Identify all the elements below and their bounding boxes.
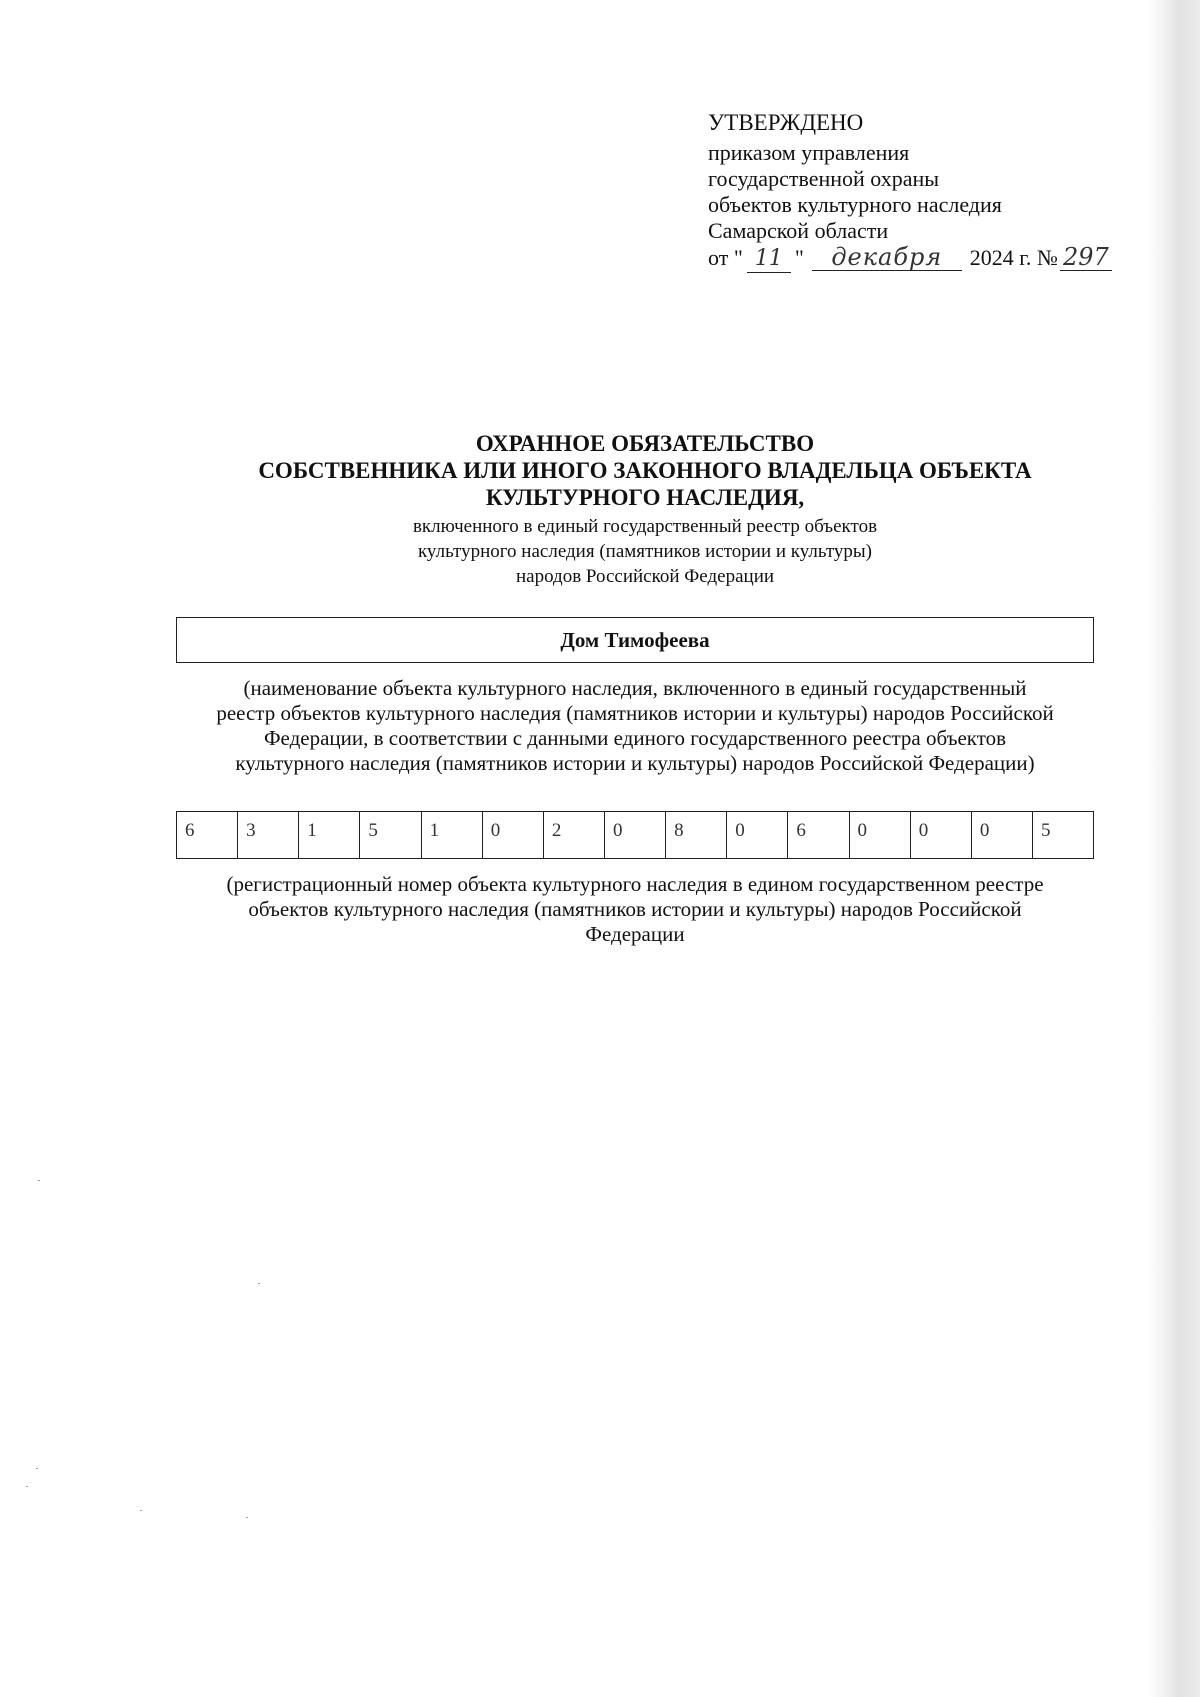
reg-digit-cell	[299, 812, 360, 858]
reg-digit-cell	[666, 812, 727, 858]
title-line: ОХРАННОЕ ОБЯЗАТЕЛЬСТВО	[475, 431, 815, 456]
reg-digit: 1	[429, 820, 440, 841]
scan-speck	[246, 1517, 248, 1518]
title-line: КУЛЬТУРНОГО НАСЛЕДИЯ,	[485, 485, 805, 510]
reg-digit-cell	[911, 812, 972, 858]
subtitle-line: включенного в единый государственный реестр объектов	[412, 516, 878, 537]
document-title	[160, 430, 1130, 511]
registration-number-grid	[176, 811, 1094, 859]
reg-digit-cell	[972, 812, 1033, 858]
reg-digit-cell	[605, 812, 666, 858]
approval-line: Самарской области	[708, 218, 889, 243]
scan-edge-shadow	[1148, 0, 1200, 1697]
object-name: Дом Тимофеева	[560, 627, 710, 652]
reg-digit: 3	[246, 820, 256, 841]
subtitle-line: культурного наследия (памятников истории и культуры)	[417, 541, 873, 562]
scan-speck	[140, 1510, 142, 1511]
caption-line: Федерации, в соответствии с данными единого государственного реестра объектов	[263, 726, 1007, 750]
reg-digit-cell	[788, 812, 849, 858]
reg-digit: 1	[307, 820, 317, 841]
reg-digit: 8	[674, 820, 684, 841]
reg-digit: 6	[185, 820, 195, 841]
reg-digit: 0	[612, 820, 623, 841]
date-quote: "	[794, 245, 804, 270]
scan-speck	[38, 1180, 40, 1181]
reg-digit: 0	[918, 820, 929, 841]
scan-speck	[258, 1283, 260, 1284]
caption-line: реестр объектов культурного наследия (памятников истории и культуры) народов Российской	[216, 701, 1054, 725]
reg-digit: 0	[735, 820, 745, 841]
caption-line: объектов культурного наследия (памятников истории и культуры) народов Российской	[248, 897, 1022, 921]
title-line: СОБСТВЕННИКА ИЛИ ИНОГО ЗАКОННОГО ВЛАДЕЛЬЦА ОБЪЕКТА	[258, 458, 1032, 483]
registration-caption	[170, 872, 1100, 947]
reg-digit-cell	[850, 812, 911, 858]
handwritten-day: 11	[747, 246, 791, 273]
date-prefix: от "	[708, 245, 743, 270]
date-year: 2024 г. №	[969, 245, 1058, 270]
handwritten-month: декабря	[812, 244, 962, 271]
caption-line: (регистрационный номер объекта культурного наследия в едином государственном реестре	[226, 872, 1044, 896]
approval-line: приказом управления	[708, 140, 910, 165]
document-subtitle	[160, 514, 1130, 589]
approval-block	[708, 110, 1112, 273]
reg-digit: 5	[1040, 820, 1051, 841]
approval-line: объектов культурного наследия	[708, 192, 1002, 217]
reg-digit: 0	[857, 820, 868, 841]
handwritten-order-number: 297	[1060, 244, 1112, 271]
scan-speck	[26, 1486, 28, 1487]
reg-digit: 2	[551, 820, 562, 841]
reg-digit-cell	[544, 812, 605, 858]
reg-digit-cell	[727, 812, 788, 858]
reg-digit-cell	[177, 812, 238, 858]
reg-digit-cell	[483, 812, 544, 858]
reg-digit-cell	[422, 812, 483, 858]
reg-digit: 6	[796, 820, 806, 841]
object-name-box	[176, 617, 1094, 663]
scan-speck	[36, 1468, 38, 1469]
caption-line: культурного наследия (памятников истории и культуры) народов Российской Федерации)	[235, 751, 1035, 775]
approval-line: государственной охраны	[708, 166, 940, 191]
approval-date-line	[708, 244, 1112, 273]
object-name-caption	[170, 676, 1100, 776]
caption-line: (наименование объекта культурного наследия, включенного в единый государственный	[243, 676, 1027, 700]
reg-digit-cell	[1033, 812, 1093, 858]
approval-heading: УТВЕРЖДЕНО	[708, 110, 864, 135]
reg-digit-cell	[360, 812, 421, 858]
reg-digit: 5	[368, 820, 378, 841]
reg-digit-cell	[238, 812, 299, 858]
subtitle-line: народов Российской Федерации	[515, 566, 775, 587]
reg-digit: 0	[979, 820, 990, 841]
caption-line: Федерации	[585, 922, 685, 946]
reg-digit: 0	[490, 820, 501, 841]
